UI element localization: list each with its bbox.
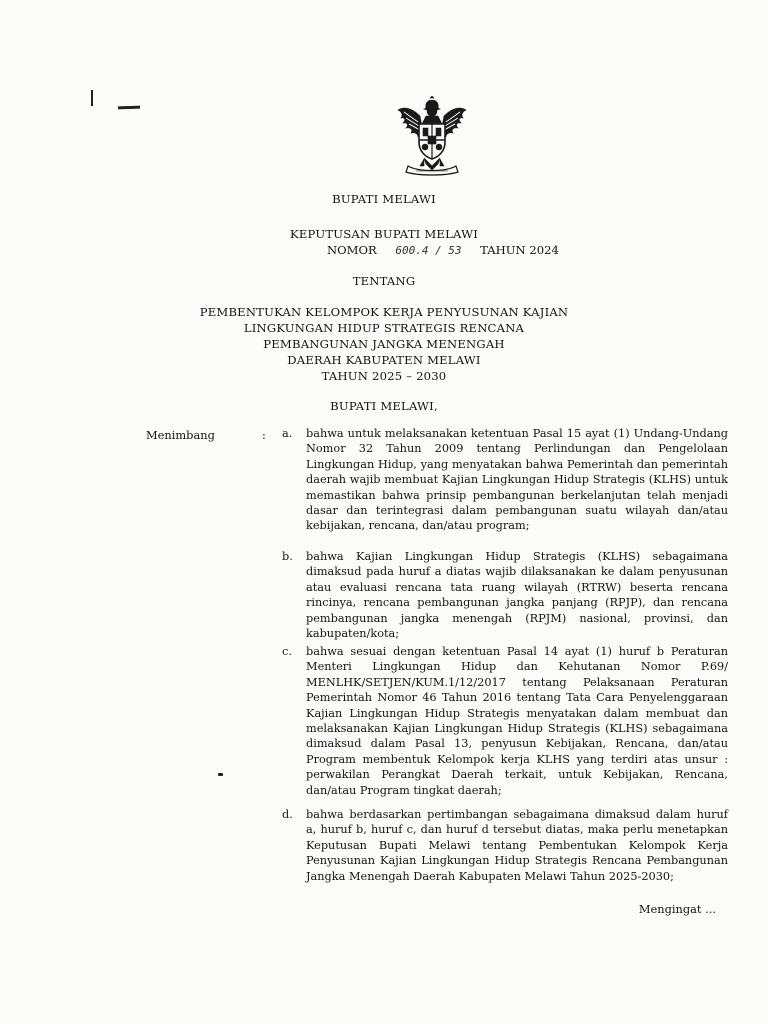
item-letter: b. xyxy=(282,550,293,563)
decree-title: KEPUTUSAN BUPATI MELAWI xyxy=(290,227,478,241)
subject-line: PEMBANGUNAN JANGKA MENENGAH xyxy=(263,337,505,351)
subject-line: TAHUN 2025 – 2030 xyxy=(321,369,447,383)
considering-item xyxy=(282,644,728,804)
signatory-heading: BUPATI MELAWI, xyxy=(330,399,438,413)
subject-line: PEMBENTUKAN KELOMPOK KERJA PENYUSUNAN KAJIAN xyxy=(199,305,569,319)
item-letter: d. xyxy=(282,808,293,821)
about-heading: TENTANG xyxy=(352,274,416,288)
handwritten-number: 600.4 / 53 xyxy=(395,244,462,257)
considering-label: Menimbang xyxy=(146,428,215,442)
item-letter: a. xyxy=(282,427,293,440)
considering-item xyxy=(282,549,728,641)
subject-line: DAERAH KABUPATEN MELAWI xyxy=(287,353,481,367)
decree-number-row xyxy=(327,243,559,257)
scan-margin-dash xyxy=(118,106,140,110)
considering-item xyxy=(282,807,728,897)
item-letter: c. xyxy=(282,645,292,658)
considering-item xyxy=(282,426,728,546)
authority-heading: BUPATI MELAWI xyxy=(332,192,436,206)
item-text: bahwa berdasarkan pertimbangan sebagaimana dimaksud dalam huruf a, huruf b, huruf c, dan huruf d tersebut diatas, maka perlu menetapkan Keputusan Bupati Melawi tentang Pembentukan Kelompok Kerja Penyusunan Kajian Lingkungan Hidup Strategis Rencana Pembangunan Jangka Menengah Daerah Kabupaten Melawi Tahun 2025-2030; xyxy=(306,808,728,883)
scan-dot-mark xyxy=(218,773,223,776)
scan-margin-mark xyxy=(91,90,93,106)
next-page-marker: Mengingat ... xyxy=(638,902,716,916)
subject-line: LINGKUNGAN HIDUP STRATEGIS RENCANA xyxy=(243,321,525,335)
decree-year: TAHUN 2024 xyxy=(480,243,559,257)
considering-colon: : xyxy=(262,428,266,442)
item-text: bahwa Kajian Lingkungan Hidup Strategis (KLHS) sebagaimana dimaksud pada huruf a diatas wajib dilaksanakan ke dalam penyusunan atau evaluasi rencana tata ruang wilayah (RTRW) beserta rencana rincinya, rencana pembangunan jangka panjang (RPJP), dan rencana pembangunan jangka menengah (RPJM) nasional, provinsi, dan kabupaten/kota; xyxy=(306,550,728,641)
number-prefix: NOMOR xyxy=(327,243,377,257)
garuda-emblem-icon xyxy=(394,96,470,176)
item-text: bahwa untuk melaksanakan ketentuan Pasal 15 ayat (1) Undang-Undang Nomor 32 Tahun 2009 tentang Perlindungan dan Pengelolaan Lingkungan Hidup, yang menyatakan bahwa Pemerintah dan pemerintah daerah wajib membuat Kajian Lingkungan Hidup Strategis (KLHS) untuk memastikan bahwa prinsip pembangunan berkelanjutan telah menjadi dasar dan terintegrasi dalam pembangunan suatu wilayah dan/atau kebijakan, rencana, dan/atau program; xyxy=(306,427,728,533)
item-text: bahwa sesuai dengan ketentuan Pasal 14 ayat (1) huruf b Peraturan Menteri Lingkungan Hidup dan Kehutanan Nomor P.69/ MENLHK/SETJEN/KUM.1/12/2017 tentang Pelaksanaan Peraturan Pemerintah Nomor 46 Tahun 2016 tentang Tata Cara Penyelenggaraan Kajian Lingkungan Hidup Strategis menyatakan dalam membuat dan melaksanakan Kajian Lingkungan Hidup Strategis (KLHS) sebagaimana dimaksud dalam Pasal 13, penyusun Kebijakan, Rencana, dan/atau Program membentuk Kelompok kerja KLHS yang terdiri atas unsur : perwakilan Perangkat Daerah terkait, untuk Kebijakan, Rencana, dan/atau Program tingkat daerah; xyxy=(306,645,728,797)
